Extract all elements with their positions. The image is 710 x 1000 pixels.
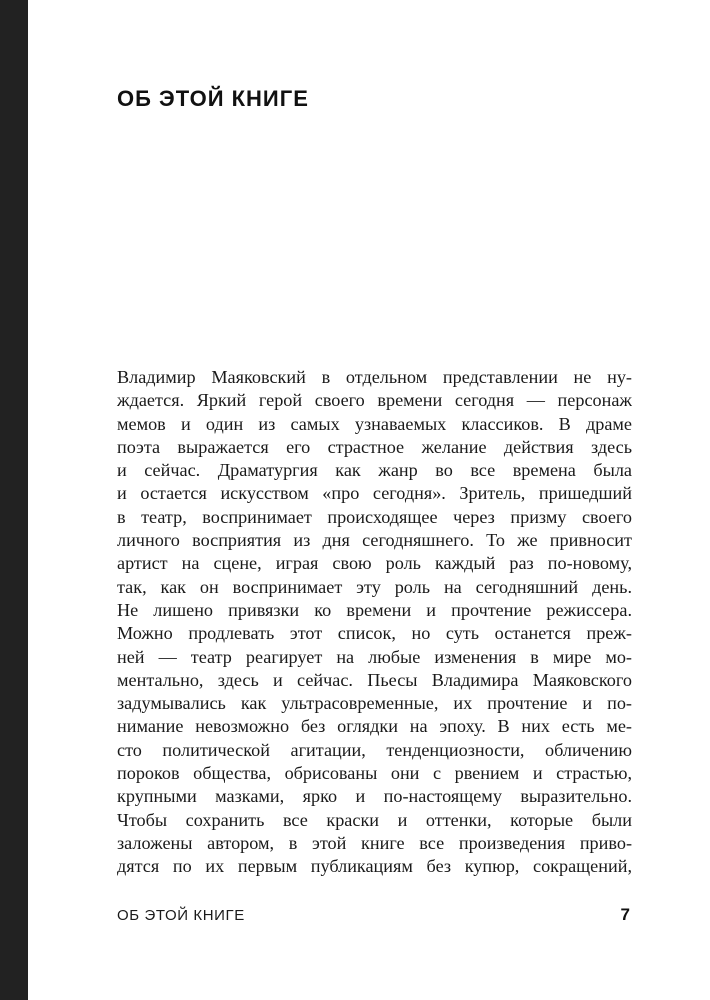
text-line: артист на сцене, играя свою роль каждый раз по-новому,: [117, 553, 632, 574]
body-text: [117, 366, 632, 879]
text-line: и остается искусством «про сегодня». Зритель, пришедший: [117, 483, 632, 504]
book-spine-edge: [0, 0, 28, 1000]
text-line: Чтобы сохранить все краски и оттенки, которые были: [117, 809, 632, 830]
running-head: ОБ ЭТОЙ КНИГЕ: [117, 907, 245, 924]
text-line: пороков общества, обрисованы они с рвением и страстью,: [117, 763, 632, 784]
text-line: ней — театр реагирует на любые изменения в мире мо-: [117, 646, 632, 667]
text-line: поэта выражается его страстное желание действия здесь: [117, 436, 632, 457]
text-line: Не лишено привязки ко времени и прочтение режиссера.: [117, 599, 632, 620]
text-line: крупными мазками, ярко и по-настоящему выразительно.: [117, 786, 632, 807]
text-line: и сейчас. Драматургия как жанр во все времена была: [117, 460, 632, 481]
text-line: так, как он воспринимает эту роль на сегодняшний день.: [117, 576, 632, 597]
text-line: дятся по их первым публикациям без купюр, сокращений,: [117, 856, 632, 877]
text-line: ментально, здесь и сейчас. Пьесы Владимира Маяковского: [117, 669, 632, 690]
text-line: Можно продлевать этот список, но суть останется преж-: [117, 623, 632, 644]
text-line: ждается. Яркий герой своего времени сегодня — персонаж: [117, 390, 632, 411]
text-line: задумывались как ультрасовременные, их прочтение и по-: [117, 693, 632, 714]
text-line: мемов и один из самых узнаваемых классиков. В драме: [117, 413, 632, 434]
text-line: нимание невозможно без оглядки на эпоху. В них есть ме-: [117, 716, 632, 737]
text-line: сто политической агитации, тенденциозности, обличению: [117, 739, 632, 760]
text-line: в театр, воспринимает происходящее через призму своего: [117, 506, 632, 527]
text-line: заложены автором, в этой книге все произведения приво-: [117, 832, 632, 853]
text-line: личного восприятия из дня сегодняшнего. То же привносит: [117, 530, 632, 551]
chapter-title: ОБ ЭТОЙ КНИГЕ: [117, 86, 309, 111]
text-line: Владимир Маяковский в отдельном представлении не ну-: [117, 367, 632, 387]
page-number: 7: [620, 905, 630, 924]
